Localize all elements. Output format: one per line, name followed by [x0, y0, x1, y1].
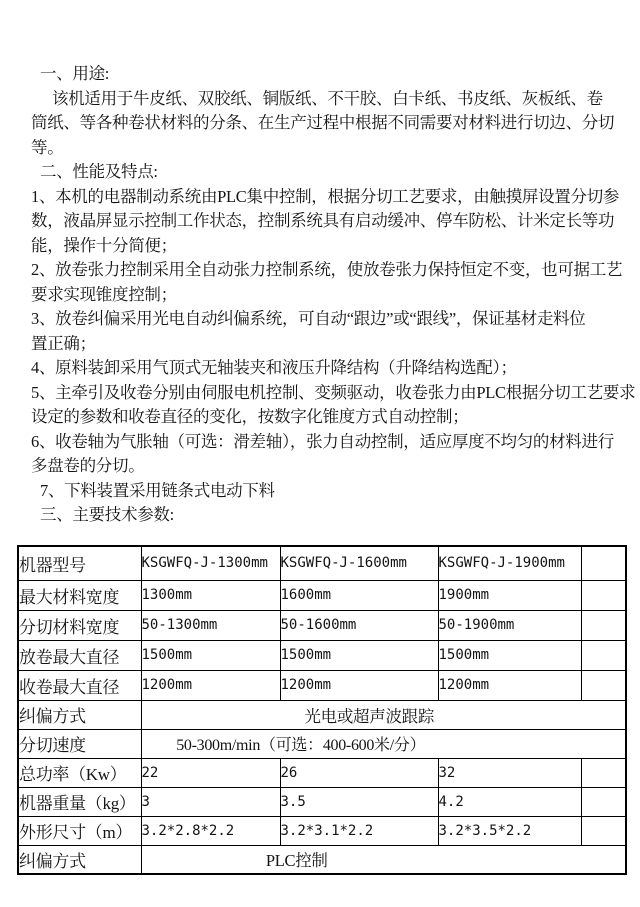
spec-label-cell: 机器重量（kg）	[18, 787, 141, 816]
feature-item-3: 3、放卷纠偏采用光电自动纠偏系统，可自动“跟边”或“跟线”，保证基材走料位	[31, 309, 586, 328]
feature-item-5: 5、主牵引及收卷分别由伺服电机控制、变频驱动，收卷张力由PLC根据分切工艺要求	[31, 382, 636, 402]
table-row-dimensions	[18, 816, 626, 845]
spec-value-cell: 26	[280, 758, 438, 787]
heading-features: 二、性能及特点:	[40, 162, 158, 181]
feature-item-1-cont: 数，液晶屏显示控制工作状态，控制系统具有启动缓冲、停车防松、计米定长等功	[31, 211, 615, 230]
table-row-correction	[18, 700, 626, 729]
table-row-slit-width	[18, 610, 626, 640]
spec-value-cell: 50-1900mm	[438, 610, 581, 640]
feature-item-5-cont: 设定的参数和收卷直径的变化，按数字化锥度方式自动控制；	[31, 407, 469, 426]
paragraph-line: 筒纸、等各种卷状材料的分条、在生产过程中根据不同需要对材料进行切边、分切	[31, 113, 615, 132]
spec-empty-cell	[581, 670, 626, 700]
spec-label-cell: 机器型号	[18, 546, 141, 580]
table-row-power	[18, 758, 626, 787]
feature-item-6-cont: 多盘卷的分切。	[31, 456, 145, 475]
spec-value-cell: KSGWFQ-J-1600mm	[280, 546, 438, 580]
heading-parameters: 三、主要技术参数:	[40, 505, 174, 524]
spec-value-cell: 1900mm	[438, 580, 581, 610]
table-row-control	[18, 845, 626, 874]
spec-value-cell: 1500mm	[438, 640, 581, 670]
spec-merged-cell: 50-300m/min（可选：400-600米/分）	[141, 729, 626, 758]
feature-item-7: 7、下料装置采用链条式电动下料	[40, 480, 275, 500]
table-row-speed	[18, 729, 626, 758]
spec-value-cell: 1200mm	[141, 670, 280, 700]
spec-value-cell: KSGWFQ-J-1900mm	[438, 546, 581, 580]
spec-empty-cell	[581, 580, 626, 610]
spec-value-cell: 1500mm	[280, 640, 438, 670]
table-row-rewind-dia	[18, 670, 626, 700]
spec-value-cell: 3.2*3.1*2.2	[280, 816, 438, 845]
table-row-unwind-dia	[18, 640, 626, 670]
document-text	[0, 62, 640, 528]
table-row-weight	[18, 787, 626, 816]
spec-value-cell: 1300mm	[141, 580, 280, 610]
spec-value-cell: 50-1300mm	[141, 610, 280, 640]
paragraph-line: 等。	[31, 137, 64, 157]
feature-item-2: 2、放卷张力控制采用全自动张力控制系统，使放卷张力保持恒定不变，也可据工艺	[31, 260, 623, 279]
feature-item-2-cont: 要求实现锥度控制；	[31, 284, 177, 304]
spec-label-cell: 外形尺寸（m）	[18, 816, 141, 845]
spec-empty-cell	[581, 816, 626, 845]
spec-table	[17, 545, 627, 875]
spec-label-cell: 分切速度	[18, 729, 141, 758]
spec-label-cell: 放卷最大直径	[18, 640, 141, 670]
paragraph-line: 该机适用于牛皮纸、双胶纸、铜版纸、不干胶、白卡纸、书皮纸、灰板纸、卷	[52, 88, 603, 108]
spec-value-cell: 1600mm	[280, 580, 438, 610]
spec-label-cell: 最大材料宽度	[18, 580, 141, 610]
spec-merged-cell: PLC控制	[141, 845, 626, 874]
feature-item-1-cont: 能，操作十分简便；	[31, 235, 177, 255]
spec-value-cell: KSGWFQ-J-1300mm	[141, 546, 280, 580]
feature-item-6: 6、收卷轴为气胀轴（可选：滑差轴），张力自动控制，适应厚度不均匀的材料进行	[31, 431, 614, 451]
spec-empty-cell	[581, 787, 626, 816]
spec-value-cell: 32	[438, 758, 581, 787]
spec-empty-cell	[581, 640, 626, 670]
spec-value-cell: 22	[141, 758, 280, 787]
spec-empty-cell	[581, 546, 626, 580]
heading-purpose: 一、用途:	[40, 64, 110, 83]
spec-value-cell: 4.2	[438, 787, 581, 816]
spec-value-cell: 1200mm	[438, 670, 581, 700]
feature-item-4: 4、原料装卸采用气顶式无轴装夹和液压升降结构（升降结构选配）；	[31, 358, 517, 377]
spec-value-cell: 3	[141, 787, 280, 816]
spec-empty-cell	[581, 758, 626, 787]
spec-value-cell: 3.2*2.8*2.2	[141, 816, 280, 845]
spec-value-cell: 3.2*3.5*2.2	[438, 816, 581, 845]
spec-value-cell: 1200mm	[280, 670, 438, 700]
spec-empty-cell	[581, 610, 626, 640]
feature-item-3-cont: 置正确；	[31, 333, 96, 353]
spec-label-cell: 收卷最大直径	[18, 670, 141, 700]
spec-value-cell: 3.5	[280, 787, 438, 816]
spec-label-cell: 总功率（Kw）	[18, 758, 141, 787]
spec-label-cell: 分切材料宽度	[18, 610, 141, 640]
spec-value-cell: 50-1600mm	[280, 610, 438, 640]
spec-value-cell: 1500mm	[141, 640, 280, 670]
table-row-model	[18, 546, 626, 580]
spec-label-cell: 纠偏方式	[18, 845, 141, 874]
table-row-max-width	[18, 580, 626, 610]
spec-merged-cell: 光电或超声波跟踪	[141, 700, 626, 729]
spec-label-cell: 纠偏方式	[18, 700, 141, 729]
feature-item-1: 1、本机的电器制动系统由PLC集中控制，根据分切工艺要求，由触摸屏设置分切参	[31, 186, 620, 206]
